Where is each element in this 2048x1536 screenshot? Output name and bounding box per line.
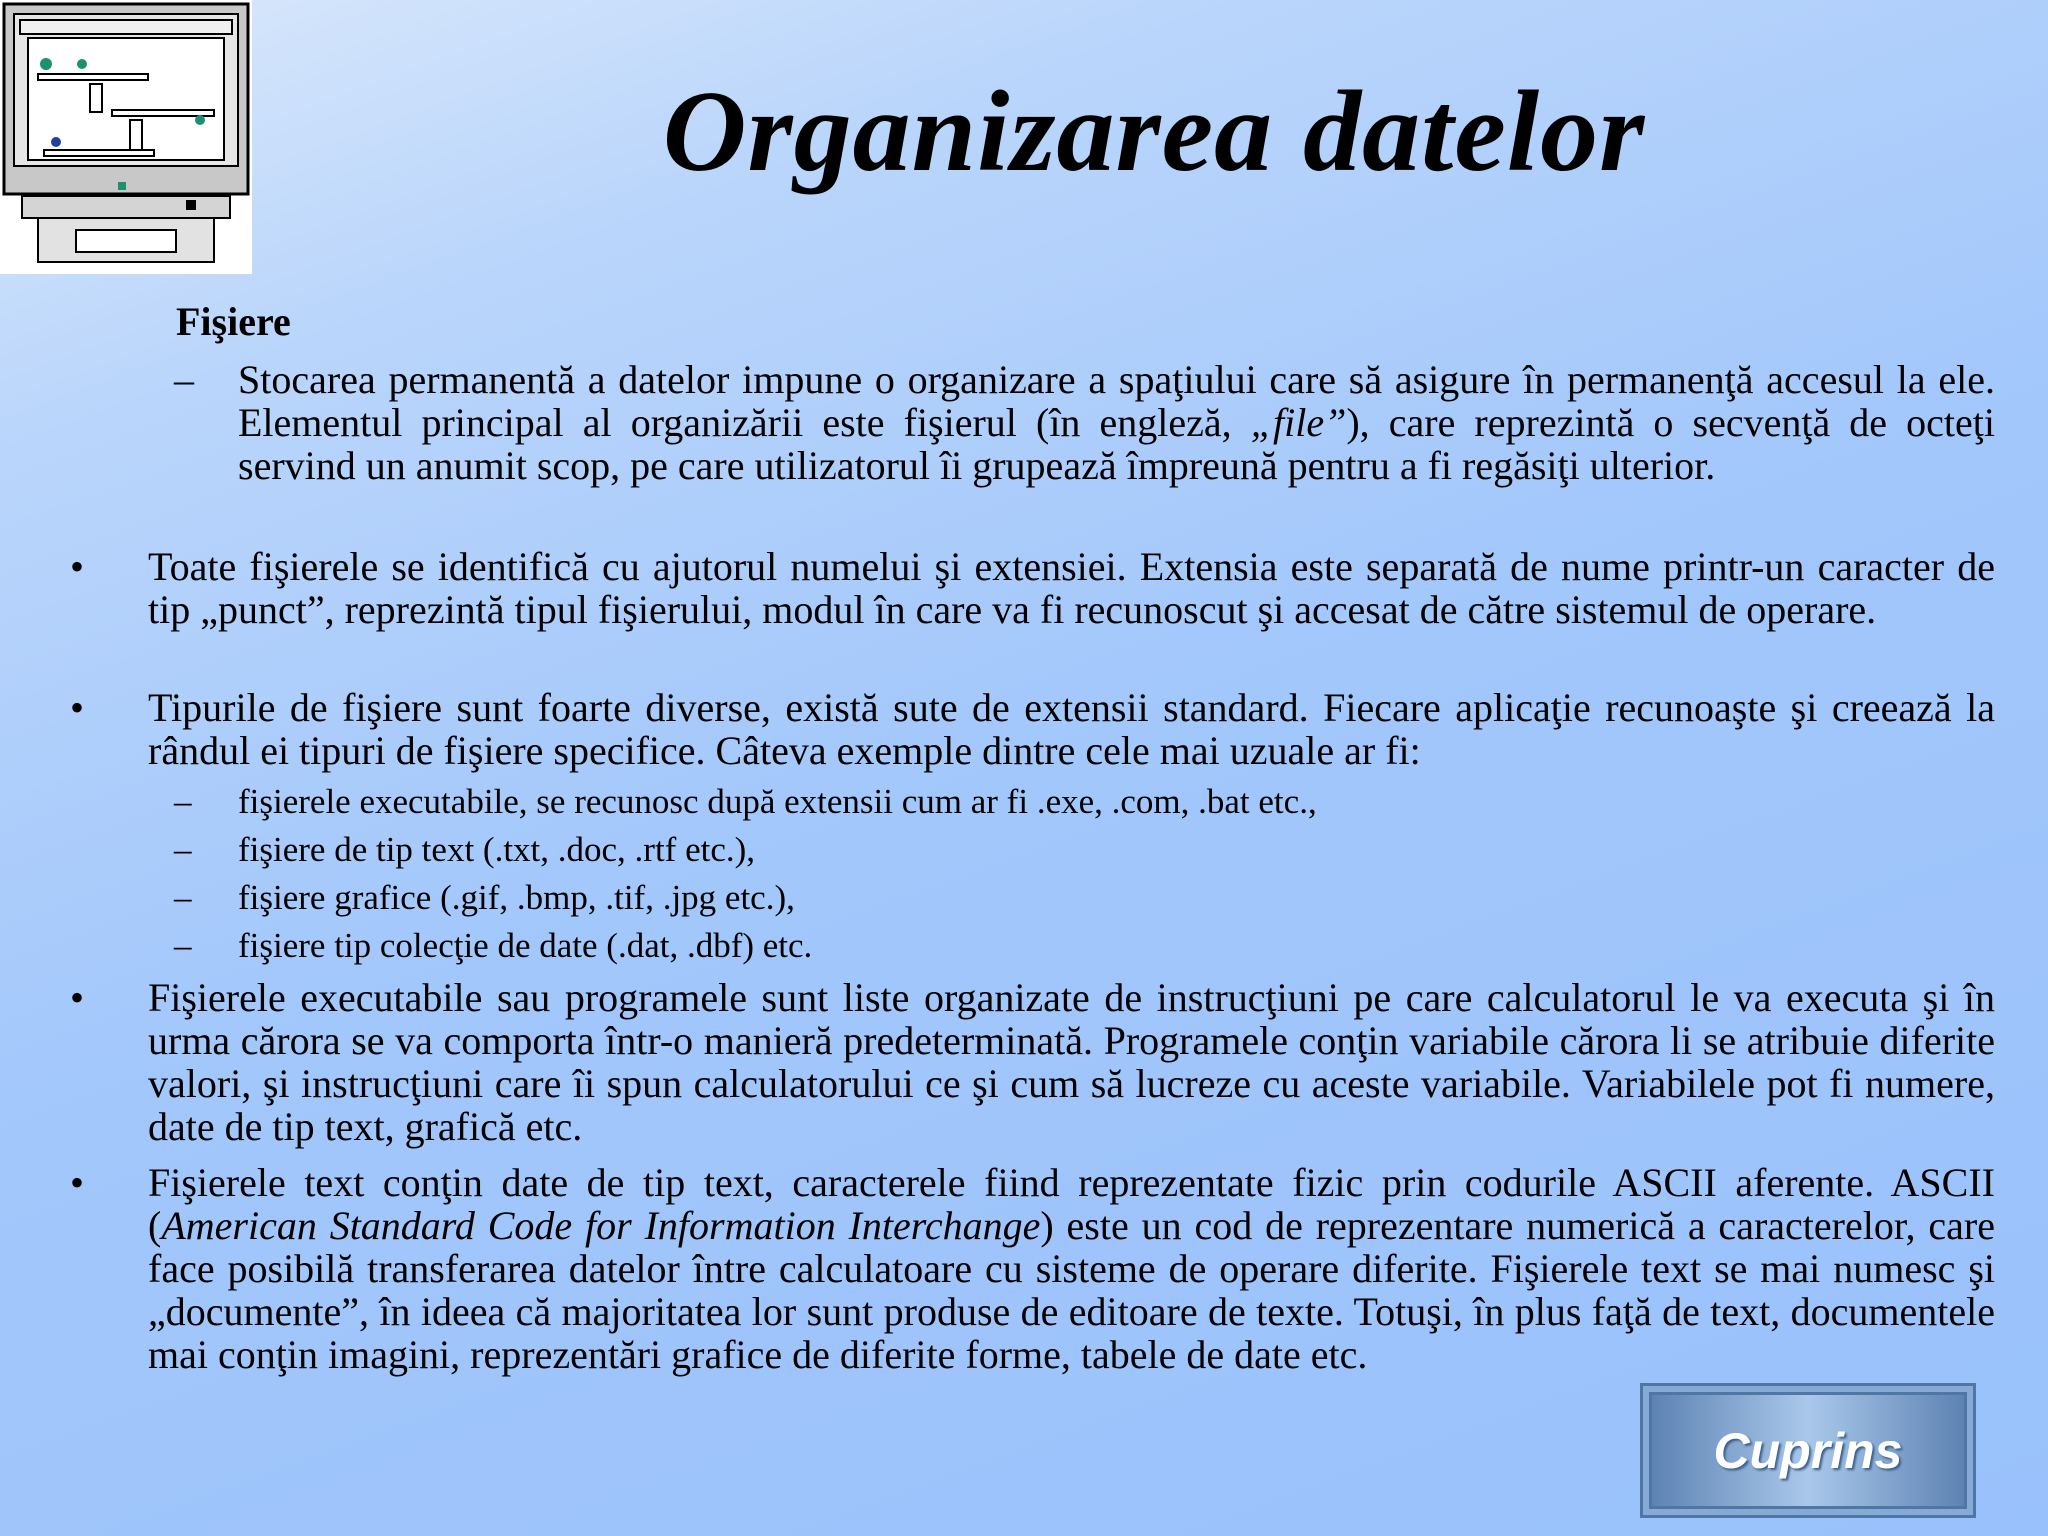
dash-marker: – [174, 782, 192, 821]
computer-monitor-icon [0, 0, 252, 274]
list-item: – fişiere de tip text (.txt, .doc, .rtf etc.), [174, 830, 756, 869]
bullet-marker: • [70, 975, 85, 1020]
list-item: – fişierele executabile, se recunosc după extensii cum ar fi .exe, .com, .bat etc., [174, 782, 1317, 821]
list-item: • Fişierele text conţin date de tip text, caracterele fiind reprezentate fizic prin codurile ASCII aferente. ASCII (American Standard Code for Information Interchange) este un cod de reprezentare numerică a caracterelor, care face posibilă transferarea datelor între calculatoare cu sisteme de operare diferite. Fişierele text se mai numesc şi „documente”, în ideea că majoritatea lor sunt produse de editoare de texte. Totuşi, în plus faţă de text, documentele mai conţin imagini, reprezentări grafice de diferite forme, tabele de date etc. [70, 1160, 1995, 1377]
dash-marker: – [174, 830, 192, 869]
list-item: – fişiere grafice (.gif, .bmp, .tif, .jpg etc.), [174, 878, 795, 917]
page-title: Organizarea datelor [662, 68, 1646, 196]
list-item: – Stocarea permanentă a datelor impune o organizare a spaţiului care să asigure în permanenţă accesul la ele. Elementul principal al organizării este fişierul (în engleză, „file”), care reprezintă o secvenţă de octeţi servind un anumit scop, pe care utilizatorul îi grupează împreună pentru a fi regăsiţi ulterior. [174, 357, 1995, 488]
list-item: • Toate fişierele se identifică cu ajutorul numelui şi extensiei. Extensia este separată de nume printr-un caracter de tip „punct”, reprezintă tipul fişierului, modul în care va fi recunoscut şi accesat de către sistemul de operare. [70, 544, 1995, 632]
bullet-marker: • [70, 685, 85, 730]
bullet-marker: • [70, 1160, 85, 1205]
dash-marker: – [174, 878, 192, 917]
list-item: • Tipurile de fişiere sunt foarte diverse, există sute de extensii standard. Fiecare aplicaţie recunoaşte şi creează la rândul ei tipuri de fişiere specifice. Câteva exemple dintre cele mai uzuale ar fi: [70, 685, 1995, 773]
cuprins-button-label: Cuprins [1713, 1422, 1903, 1479]
section-heading: Fişiere [176, 299, 291, 344]
dash-marker: – [174, 926, 192, 965]
cuprins-button[interactable] [1640, 1383, 1976, 1518]
dash-marker: – [174, 357, 194, 402]
bullet-marker: • [70, 544, 85, 589]
list-item: – fişiere tip colecţie de date (.dat, .dbf) etc. [174, 926, 813, 965]
list-item: • Fişierele executabile sau programele sunt liste organizate de instrucţiuni pe care calculatorul le va executa şi în urma cărora se va comporta într-o manieră predeterminată. Programele conţin variabile cărora li se atribuie diferite valori, şi instrucţiuni care îi spun calculatorului ce şi cum să lucreze cu aceste variabile. Variabilele pot fi numere, date de tip text, grafică etc. [70, 975, 1995, 1149]
